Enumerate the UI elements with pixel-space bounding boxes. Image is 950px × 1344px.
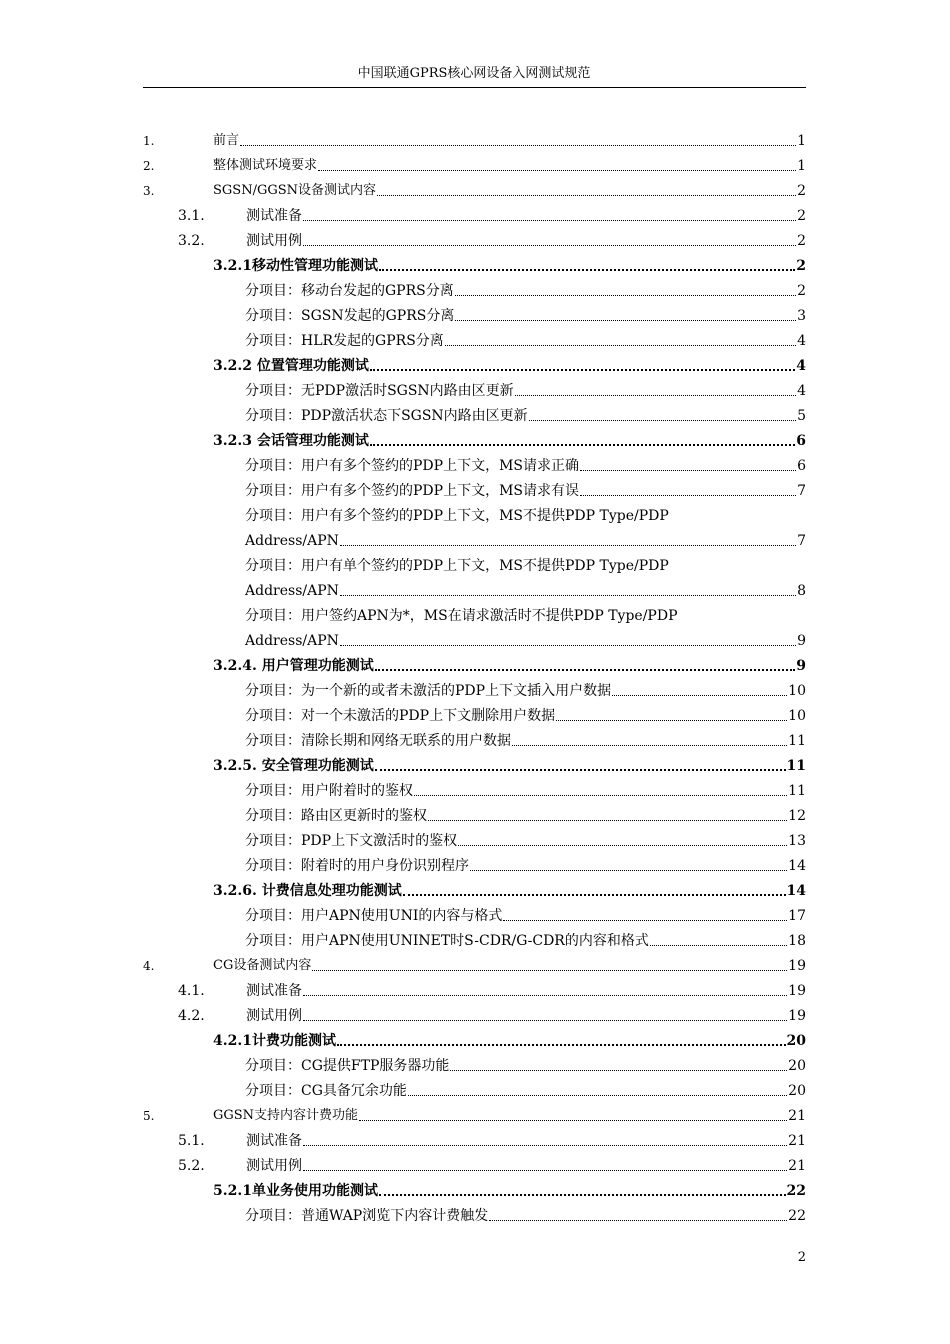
toc-entry-page: 7 xyxy=(797,483,806,499)
toc-entry-title: 整体测试环境要求 xyxy=(213,158,318,173)
toc-entry[interactable] xyxy=(245,301,806,325)
toc-entry-title-cont: Address/APN xyxy=(245,533,339,549)
toc-entry[interactable] xyxy=(143,151,806,175)
toc-leader-dots xyxy=(377,177,796,196)
toc-entry-title: 分项目：对一个未激活的PDP上下文删除用户数据 xyxy=(245,708,556,724)
toc-entry[interactable] xyxy=(245,526,806,550)
toc-entry[interactable] xyxy=(245,776,806,800)
toc-entry-number: 4. xyxy=(143,959,155,973)
toc-entry[interactable] xyxy=(245,326,806,350)
toc-entry[interactable] xyxy=(213,1176,806,1200)
toc-leader-dots xyxy=(340,577,796,596)
toc-entry-title: 3.2.3 会话管理功能测试 xyxy=(213,433,369,449)
toc-entry-page: 17 xyxy=(788,908,806,924)
toc-entry-title: 分项目：SGSN发起的GPRS分离 xyxy=(245,308,455,324)
toc-entry-page: 21 xyxy=(788,1108,806,1124)
toc-entry[interactable] xyxy=(245,376,806,400)
toc-leader-dots xyxy=(489,1202,787,1221)
toc-entry-title: 3.2.2 位置管理功能测试 xyxy=(213,358,369,374)
toc-entry[interactable] xyxy=(178,1151,806,1175)
toc-entry-page: 6 xyxy=(797,458,806,474)
toc-leader-dots xyxy=(580,452,796,471)
toc-leader-dots xyxy=(650,927,787,946)
toc-entry-title: 测试准备 xyxy=(246,1133,302,1149)
toc-entry-number: 5. xyxy=(143,1109,155,1123)
toc-entry-title: 分项目：用户有多个签约的PDP上下文，MS请求有误 xyxy=(245,483,579,499)
header-divider xyxy=(143,87,806,88)
toc-entry-page: 2 xyxy=(797,233,806,249)
toc-leader-dots xyxy=(340,527,796,546)
toc-entry-page: 4 xyxy=(797,333,806,349)
toc-entry-page: 4 xyxy=(796,358,806,374)
toc-leader-dots xyxy=(458,827,787,846)
toc-leader-dots xyxy=(312,952,787,971)
toc-entry-title: 测试准备 xyxy=(246,983,302,999)
toc-leader-dots xyxy=(503,902,787,921)
toc-entry[interactable] xyxy=(213,426,806,450)
page-number: 2 xyxy=(797,1250,806,1265)
toc-entry[interactable] xyxy=(178,1126,806,1150)
toc-entry-page: 19 xyxy=(788,983,806,999)
toc-leader-dots xyxy=(370,426,795,446)
toc-entry[interactable] xyxy=(245,1076,806,1100)
toc-entry-title: CG设备测试内容 xyxy=(213,958,312,973)
toc-entry-page: 10 xyxy=(788,708,806,724)
toc-entry-title: 测试用例 xyxy=(246,1158,302,1174)
toc-entry-number: 3. xyxy=(143,184,155,198)
toc-entry-page: 11 xyxy=(788,733,806,749)
toc-entry-title: 分项目：用户有单个签约的PDP上下文，MS不提供PDP Type/PDP xyxy=(245,558,669,574)
toc-leader-dots xyxy=(379,1176,786,1196)
toc-entry-title: 测试用例 xyxy=(246,1008,302,1024)
toc-leader-dots xyxy=(318,152,796,171)
toc-entry-title: 分项目：HLR发起的GPRS分离 xyxy=(245,333,444,349)
toc-entry-page: 20 xyxy=(786,1033,806,1049)
toc-entry[interactable] xyxy=(245,576,806,600)
toc-entry-title: 分项目：普通WAP浏览下内容计费触发 xyxy=(245,1208,489,1224)
toc-entry[interactable] xyxy=(178,976,806,1000)
toc-entry-number: 3.1. xyxy=(178,208,205,224)
toc-leader-dots xyxy=(455,277,796,296)
toc-leader-dots xyxy=(303,977,787,996)
toc-entry[interactable] xyxy=(245,626,806,650)
toc-entry-page: 14 xyxy=(786,883,806,899)
toc-entry[interactable] xyxy=(245,476,806,500)
toc-entry[interactable] xyxy=(245,401,806,425)
toc-leader-dots xyxy=(340,627,796,646)
toc-leader-dots xyxy=(580,477,796,496)
toc-entry-title: 分项目：为一个新的或者未激活的PDP上下文插入用户数据 xyxy=(245,683,612,699)
toc-entry-title: 3.2.1移动性管理功能测试 xyxy=(213,258,378,274)
toc-entry-title: 分项目：用户APN使用UNINET时S-CDR/G-CDR的内容和格式 xyxy=(245,933,649,949)
toc-entry-title: 分项目：用户签约APN为*，MS在请求激活时不提供PDP Type/PDP xyxy=(245,608,678,624)
toc-entry-title: 分项目：用户附着时的鉴权 xyxy=(245,783,413,799)
toc-leader-dots xyxy=(445,327,796,346)
toc-entry[interactable] xyxy=(213,351,806,375)
toc-entry-title: 分项目：用户有多个签约的PDP上下文，MS不提供PDP Type/PDP xyxy=(245,508,669,524)
toc-leader-dots xyxy=(450,1052,787,1071)
toc-entry-title: 分项目：用户有多个签约的PDP上下文，MS请求正确 xyxy=(245,458,579,474)
toc-entry[interactable] xyxy=(245,451,806,475)
toc-entry-page: 1 xyxy=(797,133,806,149)
toc-leader-dots xyxy=(303,202,796,221)
toc-entry-title: 3.2.5. 安全管理功能测试 xyxy=(213,758,374,774)
toc-entry-title: 分项目：清除长期和网络无联系的用户数据 xyxy=(245,733,511,749)
toc-entry[interactable] xyxy=(245,801,806,825)
toc-entry-page: 20 xyxy=(788,1083,806,1099)
toc-entry-page: 22 xyxy=(786,1183,806,1199)
toc-leader-dots xyxy=(303,1002,787,1021)
toc-entry-title-cont: Address/APN xyxy=(245,583,339,599)
toc-entry-page: 18 xyxy=(788,933,806,949)
toc-entry[interactable] xyxy=(143,126,806,150)
toc-leader-dots xyxy=(408,1077,787,1096)
toc-entry-title: 分项目：CG提供FTP服务器功能 xyxy=(245,1058,450,1074)
toc-entry[interactable] xyxy=(245,676,806,700)
toc-leader-dots xyxy=(414,777,787,796)
toc-leader-dots xyxy=(359,1102,787,1121)
toc-entry[interactable] xyxy=(143,1101,806,1125)
toc-entry-page: 10 xyxy=(788,683,806,699)
toc-entry[interactable] xyxy=(178,1001,806,1025)
toc-entry-page: 20 xyxy=(788,1058,806,1074)
toc-entry[interactable] xyxy=(245,701,806,725)
toc-leader-dots xyxy=(515,377,796,396)
toc-entry-page: 14 xyxy=(788,858,806,874)
toc-entry-line1[interactable] xyxy=(245,501,806,525)
toc-leader-dots xyxy=(529,402,796,421)
toc-entry[interactable] xyxy=(178,226,806,250)
toc-entry-title: SGSN/GGSN设备测试内容 xyxy=(213,183,377,198)
toc-entry-title: 测试用例 xyxy=(246,233,302,249)
toc-leader-dots xyxy=(375,751,786,771)
toc-entry-page: 2 xyxy=(796,258,806,274)
toc-entry-page: 13 xyxy=(788,833,806,849)
toc-entry[interactable] xyxy=(143,951,806,975)
toc-entry[interactable] xyxy=(213,251,806,275)
toc-entry-line1[interactable] xyxy=(245,551,806,575)
toc-entry-title: 分项目：CG具备冗余功能 xyxy=(245,1083,407,1099)
toc-entry-page: 21 xyxy=(788,1133,806,1149)
toc-entry-page: 6 xyxy=(796,433,806,449)
toc-entry-title: 4.2.1计费功能测试 xyxy=(213,1033,336,1049)
toc-entry-title: GGSN支持内容计费功能 xyxy=(213,1108,359,1123)
toc-leader-dots xyxy=(455,302,796,321)
toc-entry-page: 22 xyxy=(788,1208,806,1224)
toc-entry-page: 19 xyxy=(788,1008,806,1024)
toc-entry-page: 21 xyxy=(788,1158,806,1174)
toc-entry-title: 3.2.6. 计费信息处理功能测试 xyxy=(213,883,402,899)
toc-entry-page: 7 xyxy=(797,533,806,549)
toc-entry-page: 19 xyxy=(788,958,806,974)
toc-entry[interactable] xyxy=(245,901,806,925)
toc-entry-title: 分项目：移动台发起的GPRS分离 xyxy=(245,283,454,299)
page-header-title: 中国联通GPRS核心网设备入网测试规范 xyxy=(357,66,591,81)
toc-entry-number: 4.1. xyxy=(178,983,205,999)
toc-entry-line1[interactable] xyxy=(245,601,806,625)
toc-entry-number: 5.1. xyxy=(178,1133,205,1149)
toc-entry[interactable] xyxy=(213,651,806,675)
toc-entry-title: 测试准备 xyxy=(246,208,302,224)
toc-entry-number: 5.2. xyxy=(178,1158,205,1174)
toc-entry[interactable] xyxy=(213,1026,806,1050)
toc-entry-page: 4 xyxy=(797,383,806,399)
toc-entry[interactable] xyxy=(245,276,806,300)
toc-entry-title: 3.2.4. 用户管理功能测试 xyxy=(213,658,374,674)
toc-leader-dots xyxy=(512,727,787,746)
toc-entry[interactable] xyxy=(245,926,806,950)
toc-entry[interactable] xyxy=(213,751,806,775)
toc-entry-page: 12 xyxy=(788,808,806,824)
toc-entry-title: 分项目：用户APN使用UNI的内容与格式 xyxy=(245,908,503,924)
toc-leader-dots xyxy=(428,802,787,821)
toc-entry-page: 11 xyxy=(788,783,806,799)
toc-entry-page: 3 xyxy=(797,308,806,324)
toc-entry-title: 分项目：PDP上下文激活时的鉴权 xyxy=(245,833,458,849)
toc-leader-dots xyxy=(470,852,787,871)
toc-entry-page: 2 xyxy=(797,283,806,299)
toc-leader-dots xyxy=(370,351,795,371)
toc-entry[interactable] xyxy=(245,851,806,875)
toc-entry[interactable] xyxy=(245,726,806,750)
toc-leader-dots xyxy=(612,677,787,696)
toc-entry-page: 2 xyxy=(797,183,806,199)
toc-leader-dots xyxy=(303,1152,787,1171)
toc-entry-title: 前言 xyxy=(213,133,240,148)
toc-entry-page: 9 xyxy=(796,658,806,674)
toc-entry-page: 8 xyxy=(797,583,806,599)
toc-entry-page: 5 xyxy=(797,408,806,424)
toc-leader-dots xyxy=(240,127,796,146)
toc-entry[interactable] xyxy=(245,1051,806,1075)
toc-entry-number: 4.2. xyxy=(178,1008,205,1024)
toc-entry[interactable] xyxy=(245,1201,806,1225)
toc-entry-page: 2 xyxy=(797,208,806,224)
toc-entry[interactable] xyxy=(245,826,806,850)
toc-entry-page: 9 xyxy=(797,633,806,649)
toc-entry-title: 分项目：附着时的用户身份识别程序 xyxy=(245,858,469,874)
toc-entry[interactable] xyxy=(213,876,806,900)
toc-entry-title: 5.2.1单业务使用功能测试 xyxy=(213,1183,378,1199)
toc-leader-dots xyxy=(556,702,787,721)
toc-entry-title: 分项目：路由区更新时的鉴权 xyxy=(245,808,427,824)
toc-entry[interactable] xyxy=(143,176,806,200)
toc-leader-dots xyxy=(303,1127,787,1146)
toc-leader-dots xyxy=(303,227,796,246)
toc-entry-title: 分项目：PDP激活状态下SGSN内路由区更新 xyxy=(245,408,528,424)
toc-entry-number: 3.2. xyxy=(178,233,205,249)
toc-entry-title: 分项目：无PDP激活时SGSN内路由区更新 xyxy=(245,383,514,399)
toc-entry-number: 2. xyxy=(143,159,155,173)
toc-leader-dots xyxy=(403,876,786,896)
toc-entry-number: 1. xyxy=(143,134,155,148)
toc-entry[interactable] xyxy=(178,201,806,225)
toc-leader-dots xyxy=(379,251,795,271)
toc-leader-dots xyxy=(375,651,796,671)
toc-entry-title-cont: Address/APN xyxy=(245,633,339,649)
toc-leader-dots xyxy=(337,1026,786,1046)
toc-entry-page: 1 xyxy=(797,158,806,174)
toc-entry-page: 11 xyxy=(786,758,806,774)
